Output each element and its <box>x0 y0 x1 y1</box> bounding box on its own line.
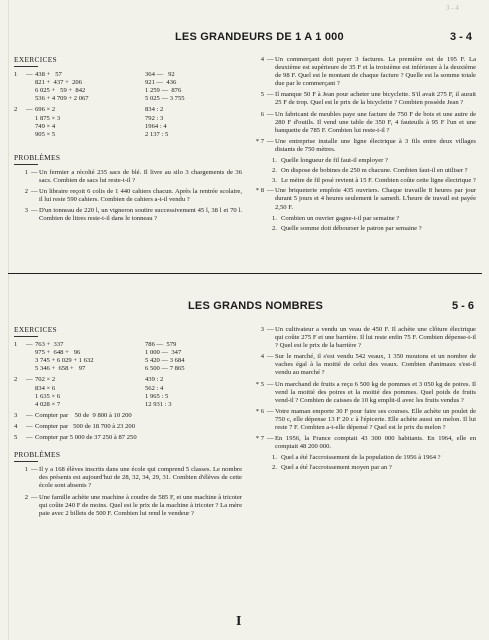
heading-underline <box>14 164 38 165</box>
heading-underline <box>14 336 38 337</box>
section2-title: LES GRANDS NOMBRES <box>188 300 323 312</box>
section2-problems-left <box>14 466 242 518</box>
problem-item <box>14 207 242 223</box>
exercise-dash: — <box>26 376 33 384</box>
exercise-operation <box>145 412 215 420</box>
problem-dash: — <box>267 380 274 388</box>
exercise-block <box>14 412 242 420</box>
exercise-operation: 834 : 2 <box>145 106 164 114</box>
exercise-operation: 905 × 5 <box>35 130 56 138</box>
exercise-operation: 2 137 : 5 <box>145 130 169 138</box>
problem-dash: — <box>267 137 274 145</box>
exercise-number <box>14 131 26 139</box>
exercise-operation: 1 635 × 6 <box>35 392 61 400</box>
problem-dash: — <box>31 466 38 474</box>
exercise-number <box>14 365 26 373</box>
section2-right-column <box>250 326 476 475</box>
exercise-operation: 12 931 : 3 <box>145 400 172 408</box>
exercise-operation: 696 × 2 <box>35 106 56 114</box>
problem-text: Il manque 50 F à Jean pour acheter une bicyclette. S'il avait 275 F, il aurait 25 F de trop. Quel est le prix de la bicyclette ? Combien possède Jean ? <box>275 91 476 107</box>
exercise-block <box>14 106 242 138</box>
sub-question-number: 2. <box>272 464 277 472</box>
exercise-number: 1 <box>14 71 18 79</box>
problem-item <box>14 169 242 185</box>
exercise-row <box>14 357 242 365</box>
sub-question-number: 2. <box>272 167 277 175</box>
exercise-row <box>14 123 242 131</box>
problem-item <box>250 138 476 154</box>
section2-problems-right <box>250 326 476 473</box>
exercise-dash: — <box>26 422 33 430</box>
exercise-dash <box>26 131 35 139</box>
sub-question-number: 2. <box>272 224 277 232</box>
problem-item <box>250 111 476 135</box>
exercise-dash <box>26 123 35 131</box>
section1-right-column <box>250 56 476 235</box>
exercise-block <box>14 71 242 103</box>
problem-number: * 5 <box>255 380 264 388</box>
exercise-dash: — <box>26 106 33 114</box>
problem-text: Un fabricant de meubles paye une facture de 750 F de bois et une autre de 280 F d'outils. Il vend une table de 350 F, 4 fauteuils à 95 F l'un et une banquette de 785 F. Combien lui reste-t-il ? <box>275 110 476 134</box>
problem-dash: — <box>267 326 274 333</box>
section1-problems-right <box>250 56 476 233</box>
sub-question <box>272 215 476 223</box>
problem-dash: — <box>267 91 274 99</box>
problem-item <box>250 326 476 350</box>
sub-question <box>272 225 476 233</box>
exercise-dash <box>26 401 35 409</box>
exercise-row <box>14 71 242 79</box>
exercise-operation: 1 875 × 3 <box>35 114 61 122</box>
exercise-dash <box>26 95 35 103</box>
exercise-operation: 3 745 + 6 029 + 1 632 <box>35 357 94 365</box>
problem-item <box>250 56 476 88</box>
exercise-number <box>14 401 26 409</box>
exercise-operation: Compter par 50 de 9 800 à 10 200 <box>35 411 132 419</box>
section1-left-column <box>14 56 242 227</box>
exercise-block <box>14 434 242 442</box>
section1-problems-left <box>14 169 242 224</box>
exercise-operation: 792 : 3 <box>145 114 164 122</box>
exercise-operation: 562 : 4 <box>145 384 164 392</box>
exercise-operation: 763 + 337 <box>35 341 64 349</box>
problem-number: 4 <box>260 353 264 361</box>
exercise-operation: 749 × 4 <box>35 122 56 130</box>
exercise-operation: 921 — 436 <box>145 79 177 87</box>
exercise-operation: 6 500 — 7 865 <box>145 365 185 373</box>
exercise-number: 4 <box>14 422 18 430</box>
section2-exercises-heading: EXERCICES <box>14 325 57 334</box>
problem-text: Un fermier a récolté 235 sacs de blé. Il livre au silo 3 chargements de 36 sacs. Combien de sacs lui reste-t-il ? <box>39 168 242 185</box>
sub-question <box>272 157 476 165</box>
problem-text: Une famille achète une machine à coudre de 585 F, et une machine à tricoter qui coûte 240 F de moins. Quel est le prix de la machine à tricoter ? La mère paie avec 2 billets de 500 F. Combien lui rend le vendeur ? <box>39 493 242 517</box>
exercise-number: 2 <box>14 106 18 114</box>
problem-text: Un cultivateur a vendu un veau de 450 F. Il achète une clôture électrique qui coûte 275 F et une barrière. Il lui reste enfin 75 F. Combien dépense-t-il ? Quel est le prix de la barrière ? <box>275 326 476 350</box>
problem-item <box>250 435 476 451</box>
exercise-row <box>14 79 242 87</box>
section1-exercises-heading: EXERCICES <box>14 55 57 64</box>
section2-page-number: 5 - 6 <box>452 300 475 312</box>
problem-text: Un marchand de fruits a reçu 6 500 kg de pommes et 3 050 kg de poires. Il vend la moitié des poires et la moitié des pommes. Quel poids de fruits vend-il ? Combien de caisses de 10 kg emplit-il avec les fruits vendus ? <box>275 380 476 404</box>
exercise-dash <box>26 393 35 401</box>
exercise-operation: 1 965 : 5 <box>145 392 169 400</box>
exercise-number <box>14 357 26 365</box>
exercise-row <box>14 349 242 357</box>
exercise-dash: — <box>26 434 33 442</box>
exercise-row <box>14 115 242 123</box>
problem-number: * 8 <box>255 187 264 195</box>
exercise-number <box>14 115 26 123</box>
problem-number: * 6 <box>255 407 264 415</box>
exercise-operation: 834 × 6 <box>35 384 56 392</box>
exercise-number: 3 <box>14 411 18 419</box>
exercise-row <box>14 376 242 384</box>
exercise-number <box>14 123 26 131</box>
exercise-dash <box>26 385 35 393</box>
exercise-block <box>14 376 242 408</box>
problem-number: 2 <box>24 493 28 501</box>
problem-dash: — <box>31 168 38 176</box>
problem-item <box>250 91 476 107</box>
problem-number: * 7 <box>255 435 264 443</box>
problem-dash: — <box>267 435 274 443</box>
exercise-row <box>14 401 242 409</box>
problem-number: 5 <box>260 91 264 99</box>
faint-bleedthrough-number: 3 - 4 <box>446 4 459 12</box>
exercise-operation: 786 — 579 <box>145 341 177 349</box>
problem-item <box>14 466 242 490</box>
exercise-number: 5 <box>14 434 18 442</box>
exercise-operation: 5 025 — 3 755 <box>145 95 185 103</box>
sub-question-text: Quelle somme doit débourser le patron par semaine ? <box>281 224 422 232</box>
exercise-dash <box>26 365 35 373</box>
exercise-dash: — <box>26 71 33 79</box>
problem-text: D'un tonneau de 220 l, un vigneron soutire successivement 45 l, 38 l et 70 l. Combien de litres reste-t-il dans le tonneau ? <box>39 207 242 223</box>
sub-question <box>272 167 476 175</box>
exercise-operation: 4 028 × 7 <box>35 400 61 408</box>
problem-text: Il y a 168 élèves inscrits dans une école qui comprend 5 classes. Le nombre des présents est aujourd'hui de 28, 32, 34, 29, 31. Combien d'élèves de cette école sont absents ? <box>39 466 242 490</box>
exercise-operation: 1964 : 4 <box>145 122 167 130</box>
problem-item <box>250 187 476 211</box>
exercise-row <box>14 341 242 349</box>
sub-question <box>272 454 476 462</box>
exercise-row <box>14 87 242 95</box>
sub-question-text: Quel a été l'accroissement moyen par an ? <box>281 464 392 472</box>
exercise-operation: 702 × 2 <box>35 376 56 384</box>
exercise-operation <box>145 434 215 442</box>
sub-question-number: 3. <box>272 177 277 185</box>
sub-question-number: 1. <box>272 454 277 462</box>
problem-item <box>250 353 476 377</box>
sub-question <box>272 464 476 472</box>
exercise-block <box>14 423 242 431</box>
problem-number: 2 <box>24 188 28 196</box>
section2-problems-heading: PROBLÈMES <box>14 450 61 460</box>
exercise-operation: 5 420 — 3 684 <box>145 357 185 365</box>
sub-question-number: 1. <box>272 157 277 165</box>
section2-exercises <box>14 341 242 442</box>
sub-question-text: Le mètre de fil posé revient à 15 F. Combien coûte cette ligne électrique ? <box>281 177 476 185</box>
section1-problems-heading: PROBLÈMES <box>14 152 61 162</box>
exercise-operation: 536 + 4 709 + 2 067 <box>35 95 89 103</box>
problem-text: Un commerçant doit payer 3 factures. La première est de 195 F. La deuxième est supérieure de 35 F et la troisième est inférieure à la deuxième de 98 F. Quel est le montant de chaque facture ? Quelle est la somme totale due par le commerçant ? <box>275 56 476 88</box>
sub-question-text: Quel a été l'accroissement de la population de 1956 à 1964 ? <box>281 454 441 462</box>
exercise-operation: 6 025 + 59 + 842 <box>35 87 86 95</box>
problem-text: Une entreprise installe une ligne électrique à 3 fils entre deux villages distants de 750 mètres. <box>275 137 476 153</box>
exercise-number: 1 <box>14 341 18 349</box>
problem-dash: — <box>31 188 38 196</box>
problem-dash: — <box>267 187 274 195</box>
problem-item <box>250 408 476 432</box>
exercise-row <box>14 95 242 103</box>
exercise-number <box>14 95 26 103</box>
exercise-dash: — <box>26 341 33 349</box>
exercise-dash <box>26 87 35 95</box>
problem-number: 3 <box>24 207 28 215</box>
exercise-operation: Compter par 5 000 de 37 250 à 87 250 <box>35 434 137 442</box>
footer-mark: I <box>236 614 242 629</box>
exercise-row <box>14 393 242 401</box>
exercise-number <box>14 349 26 357</box>
problem-number: 4 <box>260 56 264 63</box>
exercise-operation: 1 259 — 876 <box>145 87 182 95</box>
exercise-row <box>14 131 242 139</box>
exercise-dash: — <box>26 411 33 419</box>
exercise-operation <box>145 423 215 431</box>
exercise-row <box>14 106 242 114</box>
exercise-row <box>14 365 242 373</box>
problem-dash: — <box>267 407 274 415</box>
problem-dash: — <box>267 110 274 118</box>
section1-page-number: 3 - 4 <box>450 31 473 43</box>
section1-title: LES GRANDEURS DE 1 A 1 000 <box>175 31 344 43</box>
section2-left-column <box>14 326 242 521</box>
problem-dash: — <box>31 207 38 215</box>
exercise-number <box>14 79 26 87</box>
problem-item <box>14 188 242 204</box>
sub-question <box>272 177 476 185</box>
heading-underline <box>14 461 38 462</box>
exercise-dash <box>26 79 35 87</box>
exercise-operation: 1 000 — 347 <box>145 349 182 357</box>
problem-dash: — <box>267 56 274 63</box>
problem-item <box>250 381 476 405</box>
exercise-operation: 439 : 2 <box>145 376 164 384</box>
problem-text: Sur le marché, il s'est vendu 542 veaux, 1 350 moutons et un nombre de vaches égal à la moitié de celui des veaux. Combien d'animaux s'est-il vendu au marché ? <box>275 353 476 377</box>
heading-underline <box>14 66 38 67</box>
problem-number: 1 <box>24 466 28 474</box>
exercise-row <box>14 434 242 442</box>
sub-question-text: On dispose de bobines de 250 m chacune. Combien faut-il en utiliser ? <box>281 167 468 175</box>
sub-question-number: 1. <box>272 214 277 222</box>
section1-exercises <box>14 71 242 139</box>
exercise-number: 2 <box>14 376 18 384</box>
exercise-operation: Compter par 500 de 18 700 à 23 200 <box>35 422 135 430</box>
exercise-dash <box>26 357 35 365</box>
problem-number: 6 <box>260 110 264 118</box>
exercise-block <box>14 341 242 373</box>
exercise-row <box>14 423 242 431</box>
exercise-dash <box>26 349 35 357</box>
sub-question-text: Quelle longueur de fil faut-il employer ? <box>281 157 388 165</box>
exercise-operation: 364 — 92 <box>145 71 175 79</box>
exercise-operation: 821 + 437 + 206 <box>35 79 82 87</box>
exercise-dash <box>26 115 35 123</box>
section-divider-rule <box>8 273 482 274</box>
exercise-operation: 975 + 648 + 96 <box>35 349 81 357</box>
problem-number: * 7 <box>255 137 264 145</box>
problem-text: Un libraire reçoit 6 colis de 1 440 cahiers chacun. Après la rentrée scolaire, il lui reste 590 cahiers. Combien de cahiers a-t-il vendu ? <box>39 188 242 204</box>
exercise-row <box>14 385 242 393</box>
sub-question-text: Combien un ouvrier gagne-t-il par semaine ? <box>281 214 400 222</box>
exercise-operation: 5 346 + 658 + 97 <box>35 365 86 373</box>
exercise-operation: 438 + 57 <box>35 71 62 79</box>
problem-text: Votre maman emporte 30 F pour faire ses courses. Elle achète un poulet de 750 c, elle dépense 13 F 20 c à l'épicerie. Elle achète aussi un melon. Il lui reste 7 F. Combien a-t-elle dépensé ? Quel est le prix du melon ? <box>275 407 476 432</box>
problem-item <box>14 494 242 518</box>
problem-number: 3 <box>260 326 264 333</box>
exercise-row <box>14 412 242 420</box>
problem-dash: — <box>267 353 274 361</box>
problem-number: 1 <box>24 168 28 176</box>
exercise-number <box>14 87 26 95</box>
exercise-number <box>14 385 26 393</box>
problem-text: En 1956, la France comptait 43 300 000 habitants. En 1964, elle en comptait 48 200 000. <box>275 435 476 451</box>
problem-text: Une briqueterie emploie 435 ouvriers. Chaque travaille 8 heures par jour durant 5 jours et 4 heures seulement le samedi. L'heure de travail est payée 2,50 F. <box>275 187 476 211</box>
page-fold-line <box>8 0 9 640</box>
problem-dash: — <box>31 493 38 501</box>
exercise-number <box>14 393 26 401</box>
